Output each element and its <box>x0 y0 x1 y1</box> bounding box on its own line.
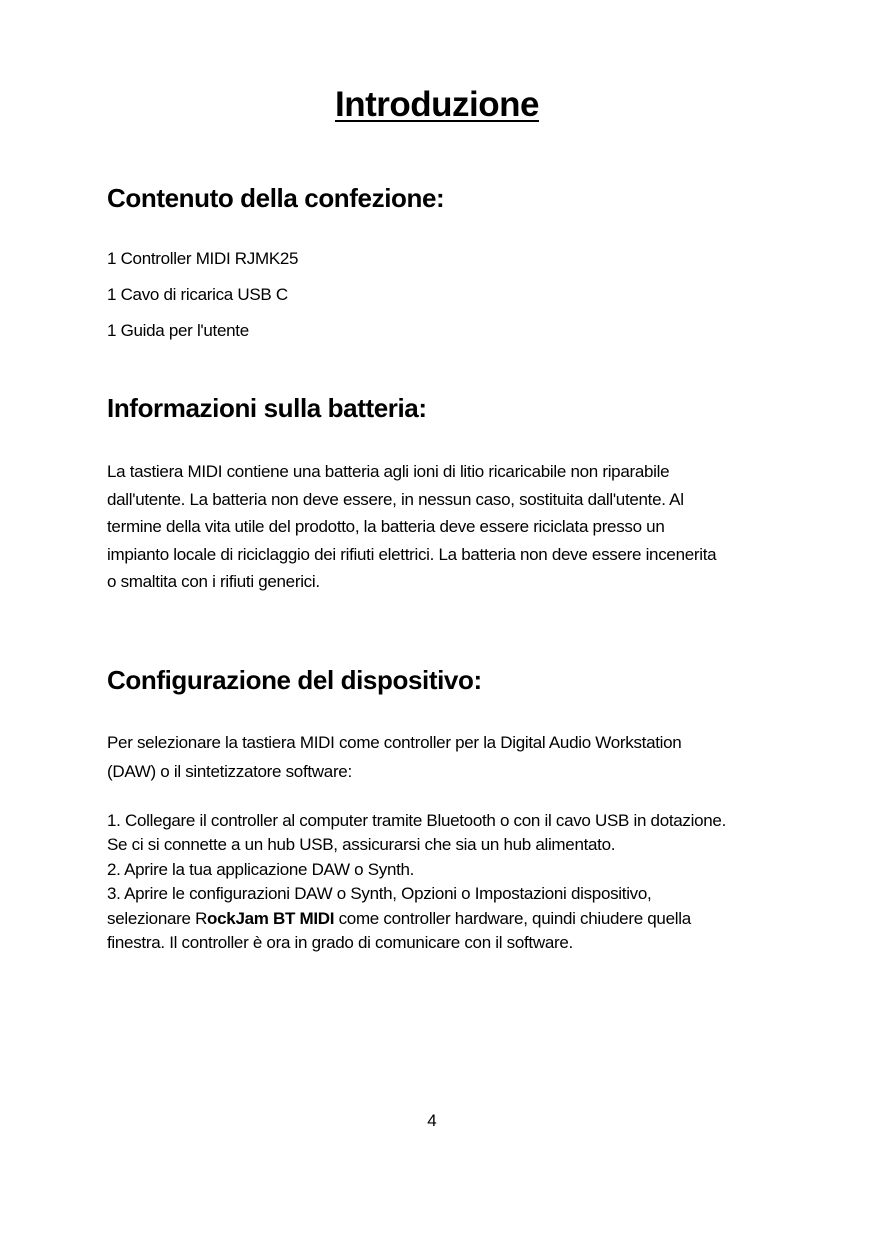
step-1-line: 1. Collegare il controller al computer tramite Bluetooth o con il cavo USB in dotazione. <box>107 811 726 830</box>
battery-info-heading: Informazioni sulla batteria: <box>107 393 427 423</box>
step-3-select-line <box>107 907 787 931</box>
battery-line: o smaltita con i rifiuti generici. <box>107 572 320 591</box>
battery-line: dall'utente. La batteria non deve essere, in nessun caso, sostituita dall'utente. Al <box>107 489 684 509</box>
package-item: 1 Guida per l'utente <box>107 321 249 340</box>
step-1-note: Se ci si connette a un hub USB, assicurarsi che sia un hub alimentato. <box>107 835 616 855</box>
battery-info-paragraph <box>107 458 767 596</box>
step-3-prefix: selezionare R <box>107 908 208 928</box>
page-title: Introduzione <box>335 85 539 124</box>
setup-intro-paragraph <box>107 729 747 786</box>
battery-line: impianto locale di riciclaggio dei rifiuti elettrici. La batteria non deve essere incenerita <box>107 544 717 564</box>
package-contents-heading: Contenuto della confezione: <box>107 183 445 213</box>
setup-intro-line: Per selezionare la tastiera MIDI come controller per la Digital Audio Workstation <box>107 733 682 752</box>
package-item: 1 Controller MIDI RJMK25 <box>107 249 299 268</box>
page-number: 4 <box>427 1111 437 1130</box>
step-3-line: 3. Aprire le configurazioni DAW o Synth, Opzioni o Impostazioni dispositivo, <box>107 884 652 904</box>
step-2: 2. Aprire la tua applicazione DAW o Synth. <box>107 859 415 879</box>
setup-steps <box>107 809 787 955</box>
setup-intro-line: (DAW) o il sintetizzatore software: <box>107 761 352 781</box>
battery-line: La tastiera MIDI contiene una batteria agli ioni di litio ricaricabile non riparabile <box>107 462 670 481</box>
device-name: ockJam BT MIDI <box>207 908 335 928</box>
device-setup-heading: Configurazione del dispositivo: <box>107 665 482 695</box>
step-3-final-line: finestra. Il controller è ora in grado di comunicare con il software. <box>107 933 573 953</box>
package-item: 1 Cavo di ricarica USB C <box>107 285 288 304</box>
battery-line: termine della vita utile del prodotto, la batteria deve essere riciclata presso un <box>107 517 665 536</box>
step-3-suffix: come controller hardware, quindi chiudere quella <box>334 908 691 928</box>
